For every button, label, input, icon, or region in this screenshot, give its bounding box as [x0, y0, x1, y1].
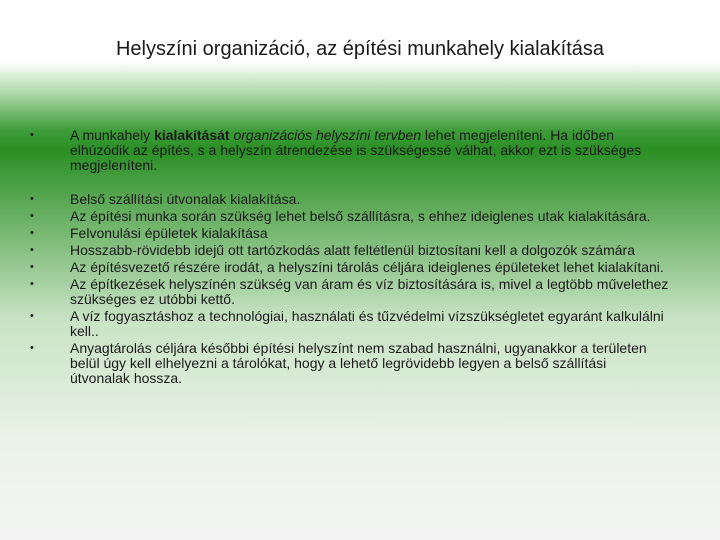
- bullet-marker: •: [30, 342, 34, 354]
- list-item-text: Az építési munka során szükség lehet belső szállításra, s ehhez ideiglenes utak kialakítására.: [70, 208, 651, 224]
- bullet-marker: •: [30, 244, 34, 256]
- slide-title: Helyszíni organizáció, az építési munkahely kialakítása: [115, 38, 605, 60]
- intro-text-bold: kialakítását: [154, 127, 230, 143]
- list-item-text: Hosszabb-rövidebb idejű ott tartózkodás alatt feltétlenül biztosítani kell a dolgozók számára: [70, 242, 635, 258]
- bullet-marker: •: [30, 278, 34, 290]
- list-item: [30, 209, 670, 224]
- list-item: [30, 243, 670, 258]
- bullet-marker: •: [30, 193, 34, 205]
- list-item-text: Anyagtárolás céljára későbbi építési helyszínt nem szabad használni, ugyanakkor a területen belül úgy kell elhelyezni a tárolókat, hogy a lehető legrövidebb legyen a belső szállítási útvonalak hossza.: [70, 340, 647, 386]
- bullet-marker: •: [30, 227, 34, 239]
- bullet-marker: •: [30, 310, 34, 322]
- list-item-text: Felvonulási épületek kialakítása: [70, 225, 268, 241]
- list-item-text: Belső szállítási útvonalak kialakítása.: [70, 191, 301, 207]
- list-item: [30, 226, 670, 241]
- intro-text-pre: A munkahely: [70, 127, 155, 143]
- intro-text-post: lehet megjeleníteni. Ha időben elhúzódik az építés, s a helyszín átrendezése is szükségessé válhat, akkor ezt is szükséges megjeleníteni.: [70, 127, 642, 173]
- bullet-marker: •: [30, 210, 34, 222]
- list-item: [30, 277, 670, 307]
- list-item: [30, 341, 670, 386]
- bullet-marker: •: [30, 129, 34, 141]
- list-item: [30, 192, 670, 207]
- bullet-marker: •: [30, 261, 34, 273]
- list-item-text: A víz fogyasztáshoz a technológiai, használati és tűzvédelmi vízszükségletet egyaránt kalkulálni kell..: [70, 308, 664, 339]
- intro-paragraph: [30, 128, 670, 173]
- list-item: [30, 309, 670, 339]
- intro-text-italic: organizációs helyszíni tervben: [229, 127, 421, 143]
- bullet-list: [30, 192, 670, 386]
- slide-content: [30, 128, 670, 388]
- list-item-text: Az építkezések helyszínén szükség van áram és víz biztosítására is, mivel a legtöbb művelethez szükséges ez utóbbi kettő.: [70, 276, 669, 307]
- list-item-text: Az építésvezető részére irodát, a helyszíni tárolás céljára ideiglenes épületeket lehet kialakítani.: [70, 259, 664, 275]
- list-item: [30, 260, 670, 275]
